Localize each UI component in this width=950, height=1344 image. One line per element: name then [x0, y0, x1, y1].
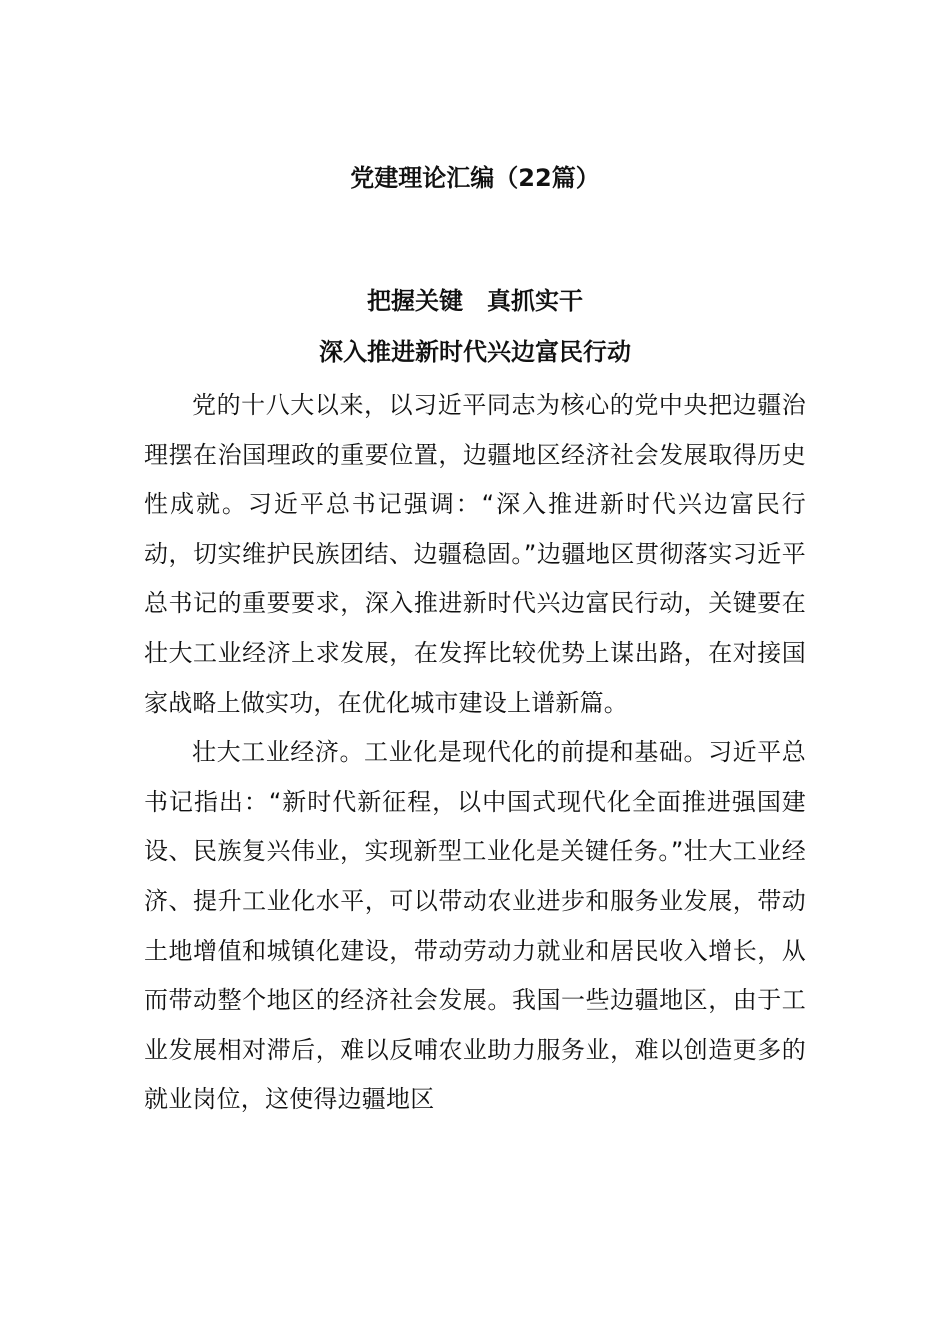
paragraph-1: 党的十八大以来，以习近平同志为核心的党中央把边疆治理摆在治国理政的重要位置，边疆地区经济社会发展取得历史性成就。习近平总书记强调：“深入推进新时代兴边富民行动，切实维护民族团结、边疆稳固。”边疆地区贯彻落实习近平总书记的重要要求，深入推进新时代兴边富民行动，关键要在壮大工业经济上求发展，在发挥比较优势上谋出路，在对接国家战略上做实功，在优化城市建设上谱新篇。 [144, 391, 806, 717]
paragraph-2: 壮大工业经济。工业化是现代化的前提和基础。习近平总书记指出：“新时代新征程，以中国式现代化全面推进强国建设、民族复兴伟业，实现新型工业化是关键任务。”壮大工业经济、提升工业化水平，可以带动农业进步和服务业发展，带动土地增值和城镇化建设，带动劳动力就业和居民收入增长，从而带动整个地区的经济社会发展。我国一些边疆地区，由于工业发展相对滞后，难以反哺农业助力服务业，难以创造更多的就业岗位，这使得边疆地区 [144, 738, 806, 1114]
article-title-line-2: 深入推进新时代兴边富民行动 [319, 338, 631, 366]
document-title: 党建理论汇编（22篇） [350, 164, 600, 192]
article-title-line-1: 把握关键 真抓实干 [367, 287, 583, 315]
article-body [144, 381, 806, 1125]
